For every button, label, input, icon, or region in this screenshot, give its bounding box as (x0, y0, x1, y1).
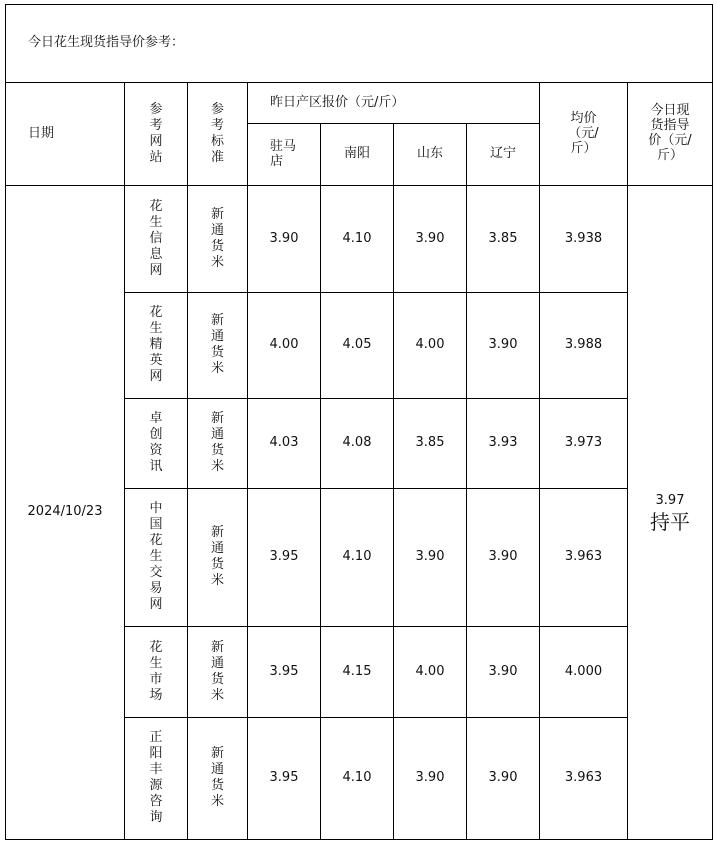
price-cell: 4.03 (248, 398, 321, 488)
date-cell: 2024/10/23 (6, 186, 125, 840)
site-name: 中国花生交易网 (149, 501, 163, 613)
site-cell (125, 398, 188, 488)
standard-cell (188, 489, 248, 627)
header-site (125, 83, 188, 186)
price-cell: 4.00 (394, 627, 467, 717)
price-cell: 3.95 (248, 489, 321, 627)
price-cell: 4.00 (248, 292, 321, 398)
price-cell: 4.15 (321, 627, 394, 717)
header-region: 辽宁 (467, 124, 540, 186)
avg-cell: 3.963 (540, 489, 628, 627)
guide-price-cell (628, 186, 713, 840)
price-cell: 3.90 (467, 717, 540, 839)
avg-cell: 3.963 (540, 717, 628, 839)
price-cell: 4.10 (321, 186, 394, 292)
avg-cell: 3.938 (540, 186, 628, 292)
guide-price-value: 3.97 (655, 492, 685, 508)
site-name: 花生信息网 (149, 198, 163, 278)
avg-cell: 3.988 (540, 292, 628, 398)
header-avg-label: 均价（元/斤） (568, 110, 599, 156)
site-name: 花生市场 (149, 639, 163, 703)
standard-name: 新通货米 (210, 525, 224, 589)
price-cell: 3.90 (467, 627, 540, 717)
header-region-label: 驻马店 (270, 138, 297, 169)
table-title: 今日花生现货指导价参考： (6, 5, 713, 83)
price-cell: 4.10 (321, 489, 394, 627)
site-cell (125, 627, 188, 717)
header-guide (628, 83, 713, 186)
price-cell: 3.85 (467, 186, 540, 292)
price-table (5, 4, 713, 840)
standard-cell (188, 186, 248, 292)
header-avg (540, 83, 628, 186)
site-cell (125, 489, 188, 627)
header-region (248, 124, 321, 186)
price-cell: 4.10 (321, 717, 394, 839)
header-standard-label: 参考标准 (210, 101, 224, 165)
standard-cell (188, 717, 248, 839)
table-row (6, 186, 713, 292)
site-name: 花生精英网 (149, 304, 163, 384)
site-cell (125, 717, 188, 839)
price-cell: 4.08 (321, 398, 394, 488)
standard-name: 新通货米 (210, 745, 224, 809)
header-date: 日期 (6, 83, 125, 186)
header-yesterday-group: 昨日产区报价（元/斤） (248, 83, 540, 124)
price-cell: 3.95 (248, 627, 321, 717)
price-cell: 3.90 (467, 292, 540, 398)
header-guide-label: 今日现货指导价（元/斤） (648, 103, 692, 164)
site-cell (125, 186, 188, 292)
standard-cell (188, 398, 248, 488)
price-cell: 3.90 (467, 489, 540, 627)
standard-name: 新通货米 (210, 312, 224, 376)
price-cell: 3.90 (248, 186, 321, 292)
price-cell: 3.93 (467, 398, 540, 488)
header-region: 南阳 (321, 124, 394, 186)
site-name: 正阳丰源咨询 (149, 729, 163, 825)
price-cell: 3.95 (248, 717, 321, 839)
standard-cell (188, 292, 248, 398)
standard-name: 新通货米 (210, 206, 224, 270)
price-cell: 4.00 (394, 292, 467, 398)
standard-name: 新通货米 (210, 411, 224, 475)
standard-cell (188, 627, 248, 717)
price-cell: 3.85 (394, 398, 467, 488)
header-site-label: 参考网站 (149, 101, 163, 165)
header-region: 山东 (394, 124, 467, 186)
site-cell (125, 292, 188, 398)
standard-name: 新通货米 (210, 639, 224, 703)
guide-status: 持平 (650, 509, 690, 534)
header-standard (188, 83, 248, 186)
site-name: 卓创资讯 (149, 411, 163, 475)
price-cell: 4.05 (321, 292, 394, 398)
avg-cell: 4.000 (540, 627, 628, 717)
avg-cell: 3.973 (540, 398, 628, 488)
price-cell: 3.90 (394, 489, 467, 627)
price-cell: 3.90 (394, 186, 467, 292)
price-cell: 3.90 (394, 717, 467, 839)
